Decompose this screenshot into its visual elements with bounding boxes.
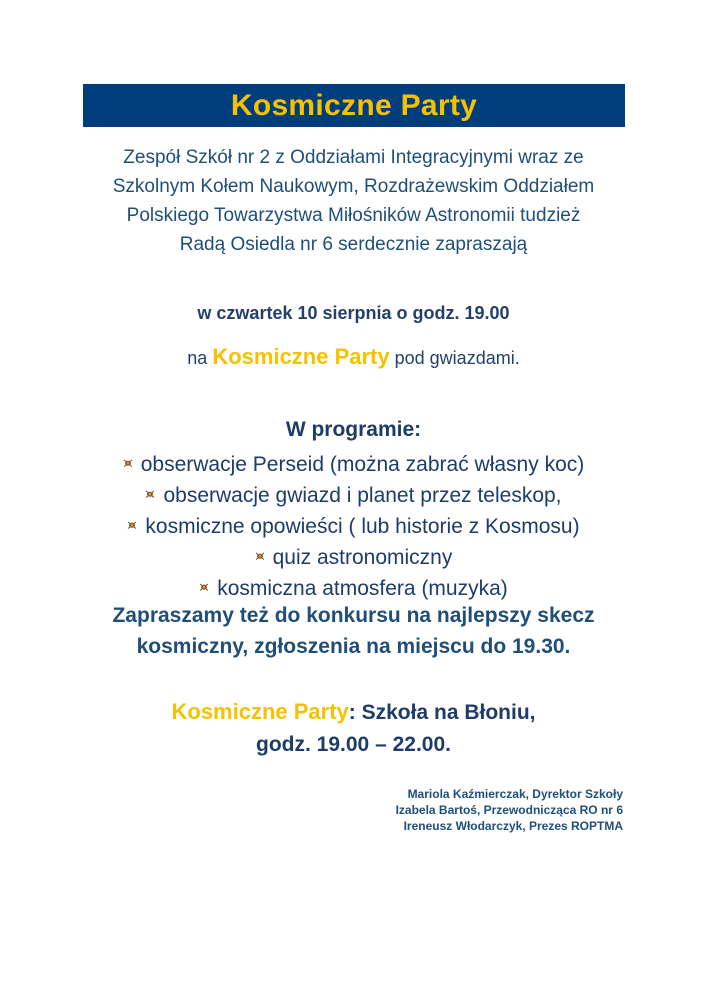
small-bug-icon bbox=[145, 490, 155, 498]
invite-line: kosmiczny, zgłoszenia na miejscu do 19.30. bbox=[136, 635, 571, 658]
page-title: Kosmiczne Party bbox=[230, 88, 478, 122]
program-item-label: obserwacje Perseid (można zabrać własny koc) bbox=[140, 453, 585, 476]
intro-paragraph bbox=[60, 143, 647, 259]
intro-line: Szkolnym Kołem Naukowym, Rozdrażewskim Oddziałem bbox=[112, 176, 595, 197]
venue-hours: godz. 19.00 – 22.00. bbox=[256, 733, 451, 756]
program-heading: W programie: bbox=[285, 418, 422, 441]
small-bug-icon bbox=[127, 521, 137, 529]
invite-line: Zapraszamy też do konkursu na najlepszy skecz bbox=[112, 604, 595, 627]
intro-line: Radą Osiedla nr 6 serdecznie zapraszają bbox=[179, 234, 528, 255]
contest-invitation bbox=[30, 600, 677, 662]
signatures-block bbox=[396, 786, 623, 834]
program-item-label: kosmiczna atmosfera (muzyka) bbox=[217, 577, 508, 600]
program-item-label: obserwacje gwiazd i planet przez teleskop, bbox=[163, 484, 562, 507]
title-banner bbox=[83, 84, 625, 127]
list-item bbox=[40, 511, 667, 542]
party-name: Kosmiczne Party bbox=[212, 344, 390, 369]
intro-line: Zespół Szkół nr 2 z Oddziałami Integracyjnymi wraz ze bbox=[123, 147, 584, 168]
small-bug-icon bbox=[123, 459, 133, 467]
venue-party-name: Kosmiczne Party bbox=[171, 699, 349, 724]
party-prefix: na bbox=[187, 348, 208, 368]
party-invitation-line bbox=[40, 344, 667, 370]
signature-line: Ireneusz Włodarczyk, Prezes ROPTMA bbox=[403, 819, 623, 833]
venue-line bbox=[40, 696, 667, 729]
event-date: w czwartek 10 sierpnia o godz. 19.00 bbox=[197, 303, 510, 323]
signature-line: Mariola Kaźmierczak, Dyrektor Szkoły bbox=[407, 787, 623, 801]
small-bug-icon bbox=[255, 552, 265, 560]
list-item bbox=[40, 480, 667, 511]
list-item bbox=[40, 542, 667, 573]
party-suffix: pod gwiazdami. bbox=[394, 348, 520, 368]
signature-line: Izabela Bartoś, Przewodnicząca RO nr 6 bbox=[395, 803, 623, 817]
program-item-label: kosmiczne opowieści ( lub historie z Kosmosu) bbox=[145, 515, 580, 538]
list-item bbox=[40, 449, 667, 480]
program-item-label: quiz astronomiczny bbox=[272, 546, 453, 569]
venue-place: : Szkoła na Błoniu, bbox=[348, 701, 536, 724]
venue-info bbox=[40, 696, 667, 761]
small-bug-icon bbox=[199, 583, 209, 591]
intro-line: Polskiego Towarzystwa Miłośników Astronomii tudzież bbox=[126, 205, 581, 226]
program-list bbox=[40, 449, 667, 604]
